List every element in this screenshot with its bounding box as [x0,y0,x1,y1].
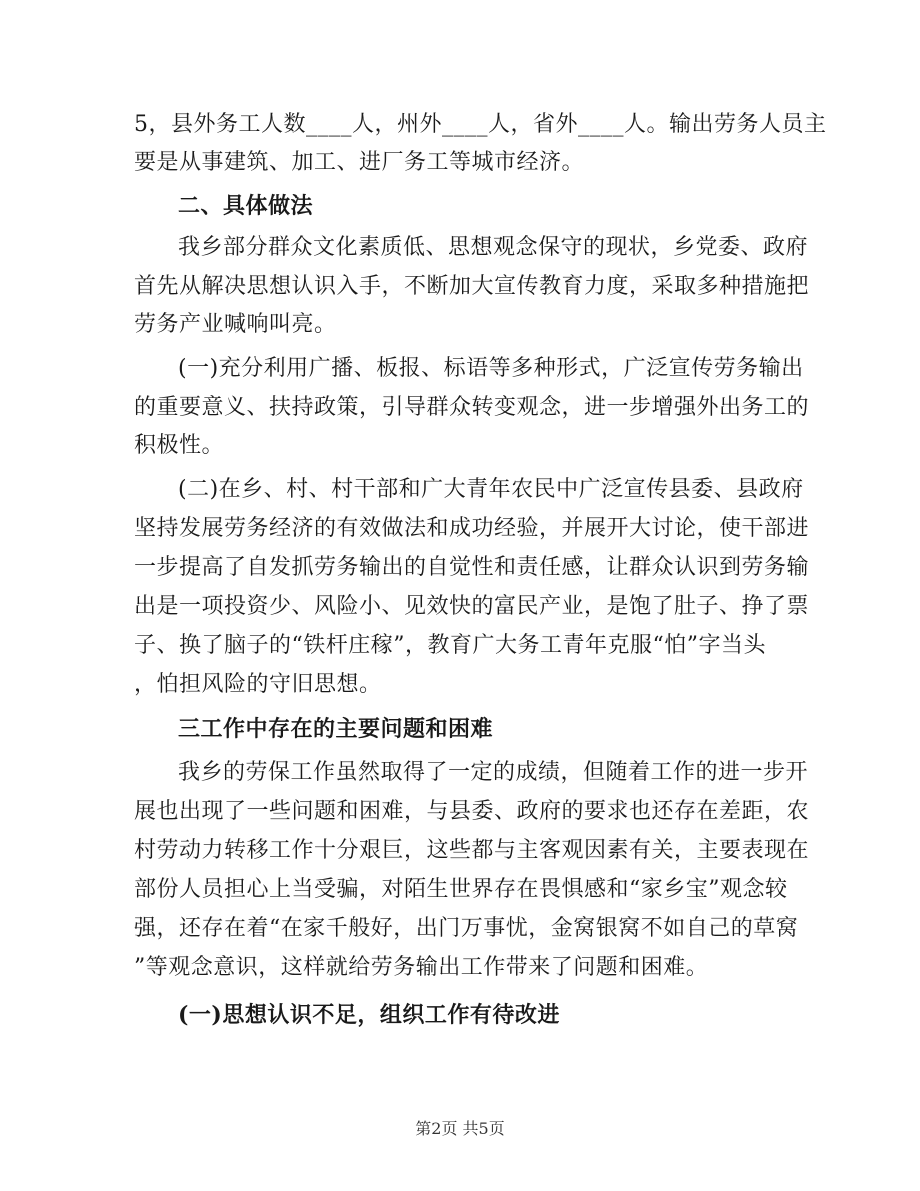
text-line: 出是一项投资少、风险小、见效快的富民产业，是饱了肚子、挣了票 [134,594,810,619]
text-line: 积极性。 [134,433,225,458]
subsection-heading: (一)思想认识不足，组织工作有待改进 [178,1002,560,1028]
text-line: (二)在乡、村、村干部和广大青年农民中广泛宣传县委、县政府 [178,477,804,502]
page-number: 第2页 共5页 [415,1119,505,1138]
text-line: 子、换了脑子的“铁杆庄稼”，教育广大务工青年克服“怕”字当头 [134,633,766,658]
text-line: 要是从事建筑、加工、进厂务工等城市经济。 [134,150,585,175]
text-line: (一)充分利用广播、板报、标语等多种形式，广泛宣传劳务输出 [178,356,804,381]
text-line: ”等观念意识，这样就给劳务输出工作带来了问题和困难。 [134,955,709,980]
text-line: 展也出现了一些问题和困难，与县委、政府的要求也还存在差距，农 [134,799,810,824]
text-line: 部份人员担心上当受骗，对陌生世界存在畏惧感和“家乡宝”观念较 [134,877,788,902]
text-line: 劳务产业喊响叫亮。 [134,312,337,337]
text-line: 我乡部分群众文化素质低、思想观念保守的现状，乡党委、政府 [178,235,809,260]
text-line: 一步提高了自发抓劳务输出的自觉性和责任感，让群众认识到劳务输 [134,555,810,580]
text-line: 我乡的劳保工作虽然取得了一定的成绩，但随着工作的进一步开 [178,760,809,785]
text-line: 的重要意义、扶持政策，引导群众转变观念，进一步增强外出务工的 [134,395,810,420]
text-line: 首先从解决思想认识入手，不断加大宣传教育力度，采取多种措施把 [134,274,810,299]
text-line: 村劳动力转移工作十分艰巨，这些都与主客观因素有关，主要表现在 [134,838,810,863]
section-heading: 二、具体做法 [178,193,314,219]
section-heading: 三工作中存在的主要问题和困难 [178,716,494,742]
text-line: 5，县外务工人数____人，州外____人，省外____人。输出劳务人员主 [134,112,827,137]
text-line: 坚持发展劳务经济的有效做法和成功经验，并展开大讨论，使干部进 [134,516,810,541]
text-line: 强，还存在着“在家千般好，出门万事忧，金窝银窝不如自己的草窝 [134,916,799,941]
text-line: ，怕担风险的守旧思想。 [134,672,382,697]
